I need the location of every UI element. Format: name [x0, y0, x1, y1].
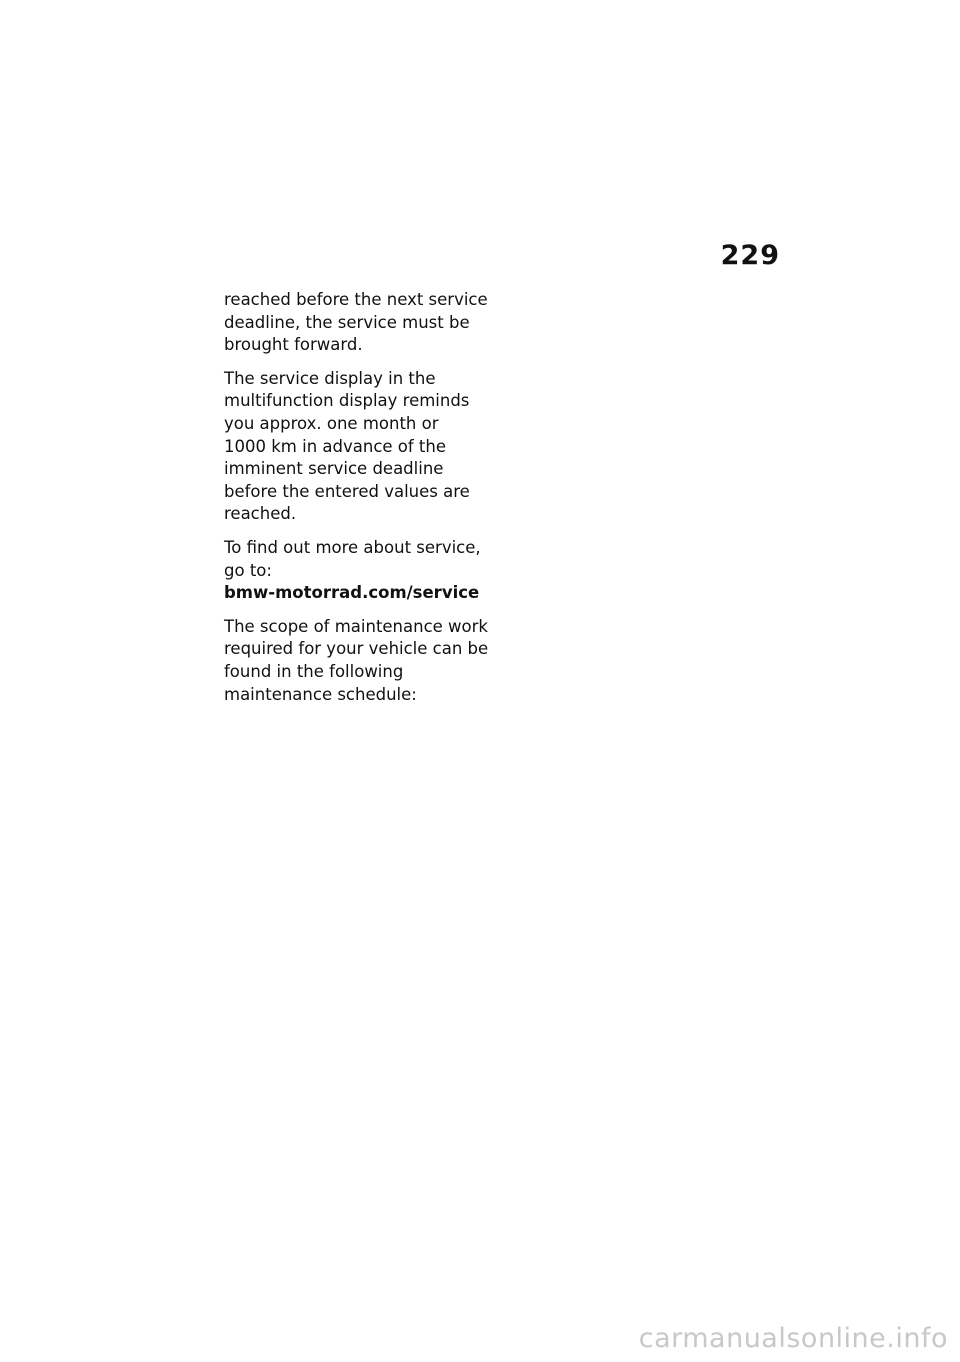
page-number: 229	[720, 240, 780, 271]
find-out-more-text: To find out more about service, go to:	[224, 537, 481, 580]
paragraph-service-display	[224, 368, 504, 526]
line: The service display in the	[224, 368, 436, 388]
paragraph-service-deadline: reached before the next service deadline, the service must be brought forward.	[224, 290, 488, 355]
paragraph-maintenance-scope: The scope of maintenance work required for your vehicle can be found in the following maintenance schedule:	[224, 616, 489, 704]
line: 1000 km in advance of the	[224, 436, 447, 456]
service-website-link[interactable]: bmw-motorrad.com/service	[224, 583, 480, 603]
line: before the entered values are	[224, 481, 470, 501]
line: imminent service deadline	[224, 459, 444, 479]
line: multifunction display reminds	[224, 391, 470, 411]
line: reached.	[224, 504, 297, 524]
line: you approx. one month or	[224, 413, 439, 433]
paragraph-find-out-more	[224, 537, 504, 605]
watermark: carmanualsonline.info	[638, 1323, 948, 1354]
page-body	[224, 289, 504, 717]
